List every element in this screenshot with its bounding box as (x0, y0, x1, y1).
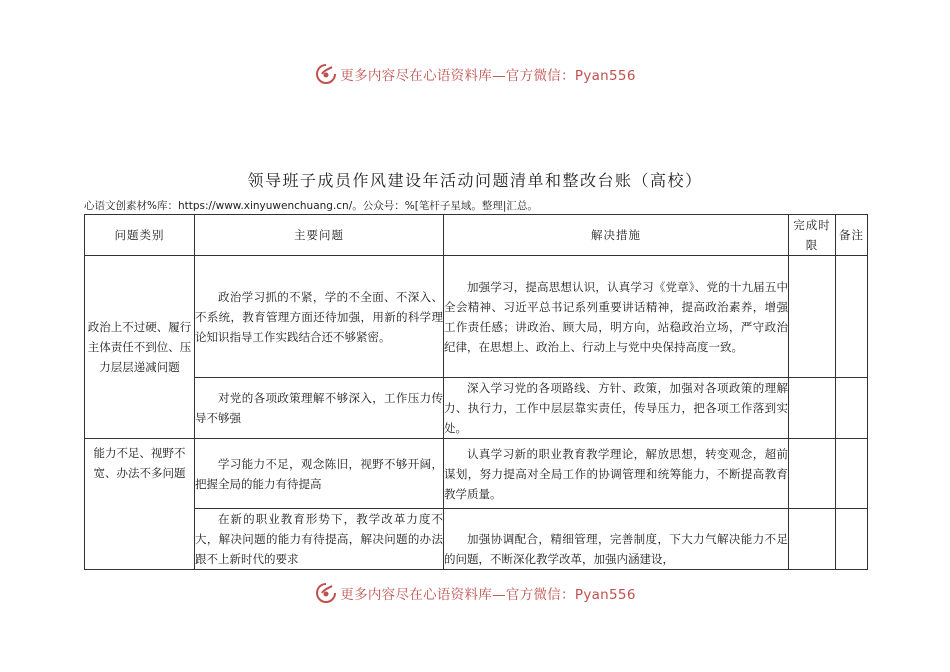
header-category: 问题类别 (85, 215, 195, 256)
deadline-cell (789, 439, 836, 509)
table-row (85, 439, 868, 509)
header-problem: 主要问题 (195, 215, 444, 256)
watermark-logo-icon (314, 62, 338, 86)
note-cell (836, 439, 868, 509)
measure-cell: 加强学习，提高思想认识，认真学习《党章》、党的十九届五中全会精神、习近平总书记系列重要讲话精神，提高政治素养，增强工作责任感；讲政治、顾大局，明方向，站稳政治立场，严守政治纪律，在思想上、政治上、行动上与党中央保持高度一致。 (444, 256, 789, 378)
header-deadline: 完成时限 (789, 215, 836, 256)
table-row (85, 378, 868, 439)
problem-cell: 在新的职业教育形势下，教学改革力度不大，解决问题的能力有待提高，解决问题的办法跟不上新时代的要求 (195, 509, 444, 570)
rectification-table (84, 214, 868, 570)
watermark-text: 更多内容尽在心语资料库—官方微信：Pyan556 (340, 68, 636, 84)
watermark-text: 更多内容尽在心语资料库—官方微信：Pyan556 (340, 587, 636, 603)
table-header-row (85, 215, 868, 256)
problem-cell: 学习能力不足，观念陈旧，视野不够开阔，把握全局的能力有待提高 (195, 439, 444, 509)
note-cell (836, 509, 868, 570)
watermark-banner-top (0, 59, 950, 89)
header-measure: 解决措施 (444, 215, 789, 256)
header-note: 备注 (836, 215, 868, 256)
watermark-logo-icon (314, 581, 338, 605)
measure-cell: 加强协调配合，精细管理，完善制度，下大力气解决能力不足的问题，不断深化教学改革，加强内涵建设， (444, 509, 789, 570)
problem-cell: 政治学习抓的不紧，学的不全面、不深入、不系统，教育管理方面还待加强，用新的科学理论知识指导工作实践结合还不够紧密。 (195, 256, 444, 378)
deadline-cell (789, 256, 836, 378)
watermark-banner-bottom (0, 578, 950, 608)
category-cell: 能力不足、视野不宽、办法不多问题 (85, 439, 195, 570)
deadline-cell (789, 378, 836, 439)
table-row (85, 256, 868, 378)
measure-cell: 深入学习党的各项路线、方针、政策，加强对各项政策的理解力、执行力，工作中层层靠实责任，传导压力，把各项工作落到实处。 (444, 378, 789, 439)
document-title: 领导班子成员作风建设年活动问题清单和整改台账（高校） (247, 171, 703, 190)
measure-cell: 认真学习新的职业教育教学理论，解放思想，转变观念，超前谋划，努力提高对全局工作的协调管理和统筹能力，不断提高教育教学质量。 (444, 439, 789, 509)
document-subtitle: 心语文创素材%库：https://www.xinyuwenchuang.cn/。公众号：%[笔杆子星域。整理|汇总。 (84, 200, 538, 212)
note-cell (836, 256, 868, 378)
problem-cell: 对党的各项政策理解不够深入，工作压力传导不够强 (195, 378, 444, 439)
deadline-cell (789, 509, 836, 570)
category-cell: 政治上不过硬、履行主体责任不到位、压力层层递减问题 (85, 256, 195, 439)
note-cell (836, 378, 868, 439)
table-row (85, 509, 868, 570)
